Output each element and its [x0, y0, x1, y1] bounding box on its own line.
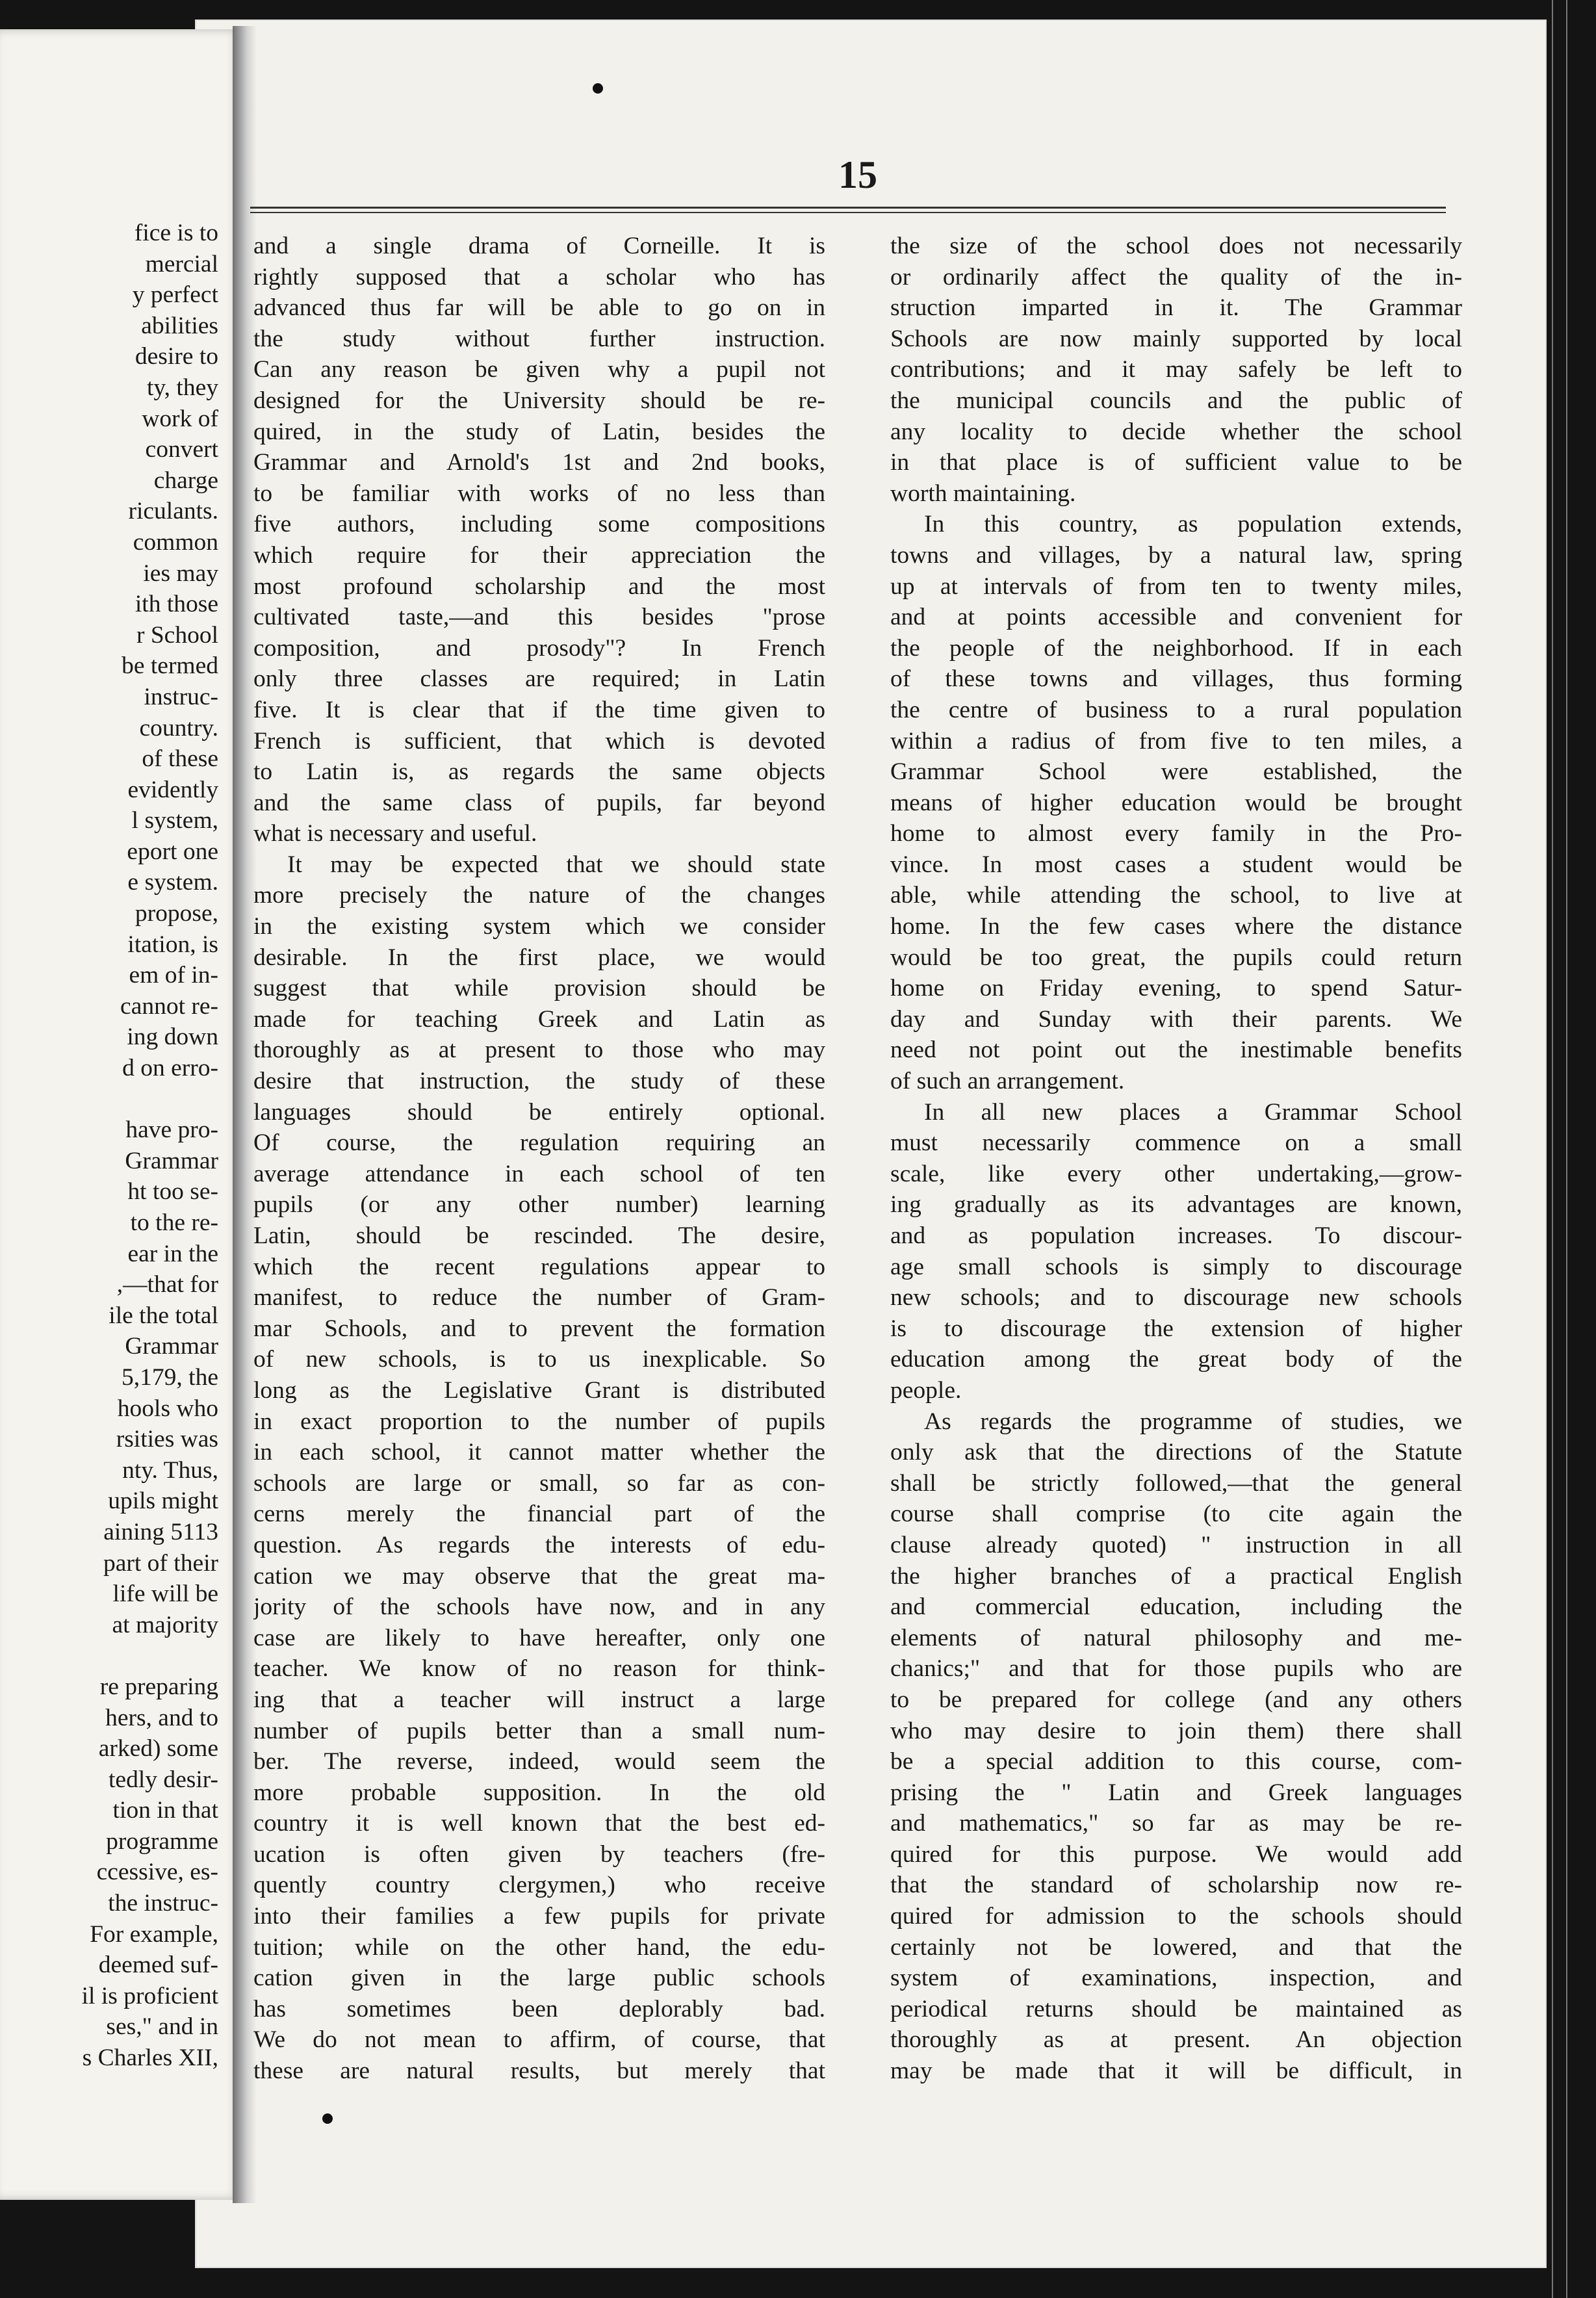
left-page-fragment: 5,179, the — [122, 1363, 218, 1391]
text-line: which the recent regulations appear to — [253, 1253, 825, 1280]
text-line: quently country clergymen,) who receive — [253, 1872, 825, 1899]
text-line: only ask that the directions of the Statute — [890, 1439, 1462, 1466]
text-line: and as population increases. To discour- — [890, 1222, 1462, 1249]
left-page-fragment: Grammar — [125, 1147, 218, 1174]
text-line: ing that a teacher will instruct a large — [253, 1686, 825, 1713]
left-page-fragment: d on erro- — [122, 1055, 218, 1082]
text-line: and the same class of pupils, far beyond — [253, 789, 825, 816]
text-line: able, while attending the school, to live at — [890, 882, 1462, 909]
ink-dot — [322, 2113, 333, 2124]
text-line: worth maintaining. — [890, 480, 1076, 507]
left-page-fragment: e system. — [127, 869, 218, 896]
text-line: Of course, the regulation requiring an — [253, 1130, 825, 1157]
text-line: means of higher education would be brought — [890, 789, 1462, 816]
left-page-fragment: ies may — [143, 560, 218, 587]
left-page-fragment: hers, and to — [105, 1704, 218, 1731]
left-page-fragment: hools who — [117, 1395, 218, 1422]
text-line: average attendance in each school of ten — [253, 1160, 825, 1187]
text-line: In all new places a Grammar School — [924, 1098, 1462, 1126]
text-line: who may desire to join them) there shall — [890, 1717, 1462, 1744]
text-line: and at points accessible and convenient for — [890, 604, 1462, 631]
left-page-fragment: programme — [106, 1827, 218, 1855]
text-line: quired for admission to the schools should — [890, 1903, 1462, 1930]
text-line: desirable. In the first place, we would — [253, 944, 825, 971]
text-line: desire that instruction, the study of these — [253, 1068, 825, 1095]
text-line: Can any reason be given why a pupil not — [253, 356, 825, 383]
text-line: thoroughly as at present. An objection — [890, 2026, 1462, 2054]
page-edge — [1552, 0, 1553, 2298]
text-line: five. It is clear that if the time given to — [253, 696, 825, 723]
text-line: tuition; while on the other hand, the edu- — [253, 1933, 825, 1961]
left-page-fragment: y perfect — [132, 281, 218, 309]
left-page-fragment: itation, is — [127, 931, 218, 958]
text-line: schools are large or small, so far as con- — [253, 1469, 825, 1497]
header-rule — [250, 207, 1446, 209]
text-line: Latin, should be rescinded. The desire, — [253, 1222, 825, 1249]
text-line: is to discourage the extension of higher — [890, 1315, 1462, 1342]
text-line: be a special addition to this course, com- — [890, 1748, 1462, 1775]
text-line: and commercial education, including the — [890, 1594, 1462, 1621]
text-line: in the existing system which we consider — [253, 913, 825, 940]
text-line: the study without further instruction. — [253, 325, 825, 352]
left-page-fragment: ses," and in — [106, 2013, 218, 2041]
text-line: day and Sunday with their parents. We — [890, 1005, 1462, 1033]
text-line: clause already quoted) " instruction in all — [890, 1531, 1462, 1558]
ink-dot — [593, 83, 603, 94]
text-line: quired, in the study of Latin, besides the — [253, 418, 825, 445]
text-line: advanced thus far will be able to go on in — [253, 294, 825, 322]
left-page-fragment: tion in that — [112, 1797, 218, 1824]
text-line: prising the " Latin and Greek languages — [890, 1779, 1462, 1806]
left-page-fragment: ty, they — [146, 374, 218, 401]
text-line: long as the Legislative Grant is distributed — [253, 1376, 825, 1404]
text-line: any locality to decide whether the school — [890, 418, 1462, 445]
left-page-fragment: arked) some — [98, 1735, 218, 1762]
text-line: Grammar School were established, the — [890, 758, 1462, 786]
text-line: of such an arrangement. — [890, 1068, 1125, 1095]
text-line: and mathematics," so far as may be re- — [890, 1810, 1462, 1837]
text-line: these are natural results, but merely that — [253, 2058, 825, 2085]
text-line: most profound scholarship and the most — [253, 573, 825, 600]
left-page-fragment — [0, 1640, 218, 1672]
left-page-fragment: nty. Thus, — [122, 1456, 218, 1484]
page-edge — [1566, 0, 1567, 2298]
text-line: would be too great, the pupils could return — [890, 944, 1462, 971]
left-page-fragment: to the re- — [130, 1209, 218, 1236]
text-line: struction imparted in it. The Grammar — [890, 294, 1462, 322]
text-line: within a radius of from five to ten miles, a — [890, 727, 1462, 755]
text-line: chanics;" and that for those pupils who are — [890, 1655, 1462, 1683]
text-line: age small schools is simply to discourage — [890, 1253, 1462, 1280]
left-page-text — [0, 218, 218, 2074]
left-page-fragment: convert — [145, 436, 218, 463]
left-page-fragment: ,—that for — [116, 1271, 218, 1298]
text-line: up at intervals of from ten to twenty miles, — [890, 573, 1462, 600]
text-line: the centre of business to a rural population — [890, 696, 1462, 723]
left-page-fragment: eport one — [127, 838, 218, 865]
left-page-fragment: re preparing — [99, 1673, 218, 1700]
left-page-fragment: ile the total — [109, 1302, 218, 1329]
text-line: only three classes are required; in Latin — [253, 665, 825, 693]
text-line: ucation is often given by teachers (fre- — [253, 1840, 825, 1868]
left-page-fragment: upils might — [108, 1488, 218, 1515]
text-line: education among the great body of the — [890, 1346, 1462, 1373]
left-page-fragment: rsities was — [116, 1426, 218, 1453]
left-page-fragment: ear in the — [127, 1240, 218, 1267]
left-page-fragment: ht too se- — [127, 1178, 218, 1206]
left-page-fragment: em of in- — [129, 962, 218, 989]
left-page-fragment: charge — [153, 467, 218, 494]
text-line: designed for the University should be re- — [253, 387, 825, 414]
left-page-fragment: ith those — [135, 591, 218, 618]
text-line: home to almost every family in the Pro- — [890, 820, 1462, 847]
text-line: the size of the school does not necessarily — [890, 233, 1462, 259]
text-line: question. As regards the interests of edu- — [253, 1531, 825, 1558]
left-page-fragment: mercial — [145, 250, 218, 278]
left-page-fragment: at majority — [112, 1611, 218, 1638]
text-line: cultivated taste,—and this besides "prose — [253, 604, 825, 631]
left-page-fragment: For example, — [90, 1920, 218, 1948]
text-line: which require for their appreciation the — [253, 541, 825, 569]
left-page-fragment: propose, — [135, 900, 218, 927]
text-line: system of examinations, inspection, and — [890, 1965, 1462, 1992]
left-page — [0, 29, 240, 2200]
text-line: more precisely the nature of the changes — [253, 882, 825, 909]
text-line: pupils (or any other number) learning — [253, 1191, 825, 1219]
text-line: that the standard of scholarship now re- — [890, 1872, 1462, 1899]
left-page-fragment: common — [133, 528, 218, 556]
text-line: the municipal councils and the public of — [890, 387, 1462, 414]
left-page-fragment: Grammar — [125, 1333, 218, 1360]
text-line: ing gradually as its advantages are known, — [890, 1191, 1462, 1219]
text-line: cation given in the large public schools — [253, 1965, 825, 1992]
text-line: mar Schools, and to prevent the formation — [253, 1315, 825, 1342]
text-line: elements of natural philosophy and me- — [890, 1624, 1462, 1651]
text-line: five authors, including some compositions — [253, 511, 825, 538]
left-page-fragment: evidently — [127, 776, 218, 803]
text-line: case are likely to have hereafter, only one — [253, 1624, 825, 1651]
text-line: to be prepared for college (and any others — [890, 1686, 1462, 1713]
left-page-fragment: riculants. — [128, 498, 218, 525]
text-line: must necessarily commence on a small — [890, 1130, 1462, 1157]
text-line: contributions; and it may safely be left to — [890, 356, 1462, 383]
left-page-fragment: abilities — [141, 312, 218, 339]
text-line: home. In the few cases where the distance — [890, 913, 1462, 940]
text-line: manifest, to reduce the number of Gram- — [253, 1284, 825, 1311]
text-line: certainly not be lowered, and that the — [890, 1933, 1462, 1961]
text-line: country it is well known that the best ed- — [253, 1810, 825, 1837]
text-line: to be familiar with works of no less than — [253, 480, 825, 507]
left-page-fragment: instruc- — [144, 683, 218, 710]
text-line: in each school, it cannot matter whether the — [253, 1439, 825, 1466]
text-line: jority of the schools have now, and in any — [253, 1594, 825, 1621]
text-line: quired for this purpose. We would add — [890, 1840, 1462, 1868]
left-page-fragment: life will be — [112, 1581, 218, 1608]
text-line: periodical returns should be maintained as — [890, 1995, 1462, 2022]
left-page-fragment: cannot re- — [120, 992, 218, 1020]
text-line: more probable supposition. In the old — [253, 1779, 825, 1806]
left-page-fragment: the instruc- — [108, 1890, 218, 1917]
left-page-fragment: ing down — [127, 1024, 218, 1051]
text-line: ber. The reverse, indeed, would seem the — [253, 1748, 825, 1775]
left-page-fragment: aining 5113 — [103, 1518, 218, 1545]
left-page-fragment: deemed suf- — [98, 1952, 218, 1979]
left-page-fragment: have pro- — [125, 1117, 218, 1144]
text-line: in that place is of sufficient value to be — [890, 449, 1462, 476]
text-line: of new schools, is to us inexplicable. So — [253, 1346, 825, 1373]
text-line: or ordinarily affect the quality of the in- — [890, 263, 1462, 290]
text-line: in exact proportion to the number of pupils — [253, 1408, 825, 1435]
text-line: towns and villages, by a natural law, spring — [890, 541, 1462, 569]
text-line: may be made that it will be difficult, in — [890, 2058, 1462, 2085]
text-line: the higher branches of a practical English — [890, 1562, 1462, 1590]
text-line: shall be strictly followed,—that the general — [890, 1469, 1462, 1497]
left-page-fragment: work of — [142, 405, 218, 432]
text-line: into their families a few pupils for private — [253, 1903, 825, 1930]
text-line: We do not mean to affirm, of course, that — [253, 2026, 825, 2054]
text-line: Schools are now mainly supported by local — [890, 325, 1462, 352]
text-column-2 — [890, 231, 1462, 2087]
text-line: As regards the programme of studies, we — [924, 1408, 1462, 1435]
book-gutter — [233, 26, 256, 2203]
text-column-1 — [253, 231, 825, 2087]
text-line: home on Friday evening, to spend Satur- — [890, 975, 1462, 1002]
page-number: 15 — [838, 153, 877, 196]
left-page-fragment: fice is to — [134, 220, 218, 246]
left-page-fragment: part of their — [103, 1549, 218, 1577]
left-page-fragment: il is proficient — [81, 1982, 218, 2009]
text-line: vince. In most cases a student would be — [890, 851, 1462, 878]
text-line: course shall comprise (to cite again the — [890, 1501, 1462, 1528]
text-line: what is necessary and useful. — [253, 820, 537, 847]
header-rule — [250, 212, 1446, 213]
text-line: people. — [890, 1376, 962, 1404]
left-page-fragment: tedly desir- — [109, 1766, 218, 1793]
text-line: and a single drama of Corneille. It is — [253, 233, 825, 259]
left-page-fragment: r School — [136, 621, 218, 649]
left-page-fragment: desire to — [135, 343, 218, 370]
text-line: thoroughly as at present to those who may — [253, 1037, 825, 1064]
text-line: languages should be entirely optional. — [253, 1098, 825, 1126]
text-line: to Latin is, as regards the same objects — [253, 758, 825, 786]
text-line: made for teaching Greek and Latin as — [253, 1005, 825, 1033]
text-line: In this country, as population extends, — [924, 511, 1462, 538]
text-line: It may be expected that we should state — [287, 851, 825, 878]
text-line: rightly supposed that a scholar who has — [253, 263, 825, 290]
text-line: scale, like every other undertaking,—grow- — [890, 1160, 1462, 1187]
text-line: French is sufficient, that which is devoted — [253, 727, 825, 755]
left-page-fragment: be termed — [122, 652, 218, 680]
text-line: number of pupils better than a small num- — [253, 1717, 825, 1744]
text-line: of these towns and villages, thus forming — [890, 665, 1462, 693]
text-line: has sometimes been deplorably bad. — [253, 1995, 825, 2022]
text-line: composition, and prosody"? In French — [253, 634, 825, 662]
left-page-fragment: country. — [139, 714, 218, 742]
text-line: Grammar and Arnold's 1st and 2nd books, — [253, 449, 825, 476]
text-line: cerns merely the financial part of the — [253, 1501, 825, 1528]
text-line: suggest that while provision should be — [253, 975, 825, 1002]
left-page-fragment: l system, — [131, 807, 218, 834]
text-line: cation we may observe that the great ma- — [253, 1562, 825, 1590]
text-line: new schools; and to discourage new schools — [890, 1284, 1462, 1311]
left-page-fragment: ccessive, es- — [96, 1859, 218, 1886]
text-line: the people of the neighborhood. If in each — [890, 634, 1462, 662]
text-line: need not point out the inestimable benefits — [890, 1037, 1462, 1064]
left-page-fragment: s Charles XII, — [82, 2045, 218, 2072]
text-line: teacher. We know of no reason for think- — [253, 1655, 825, 1683]
left-page-fragment: of these — [142, 745, 218, 773]
left-page-fragment — [0, 1084, 218, 1115]
